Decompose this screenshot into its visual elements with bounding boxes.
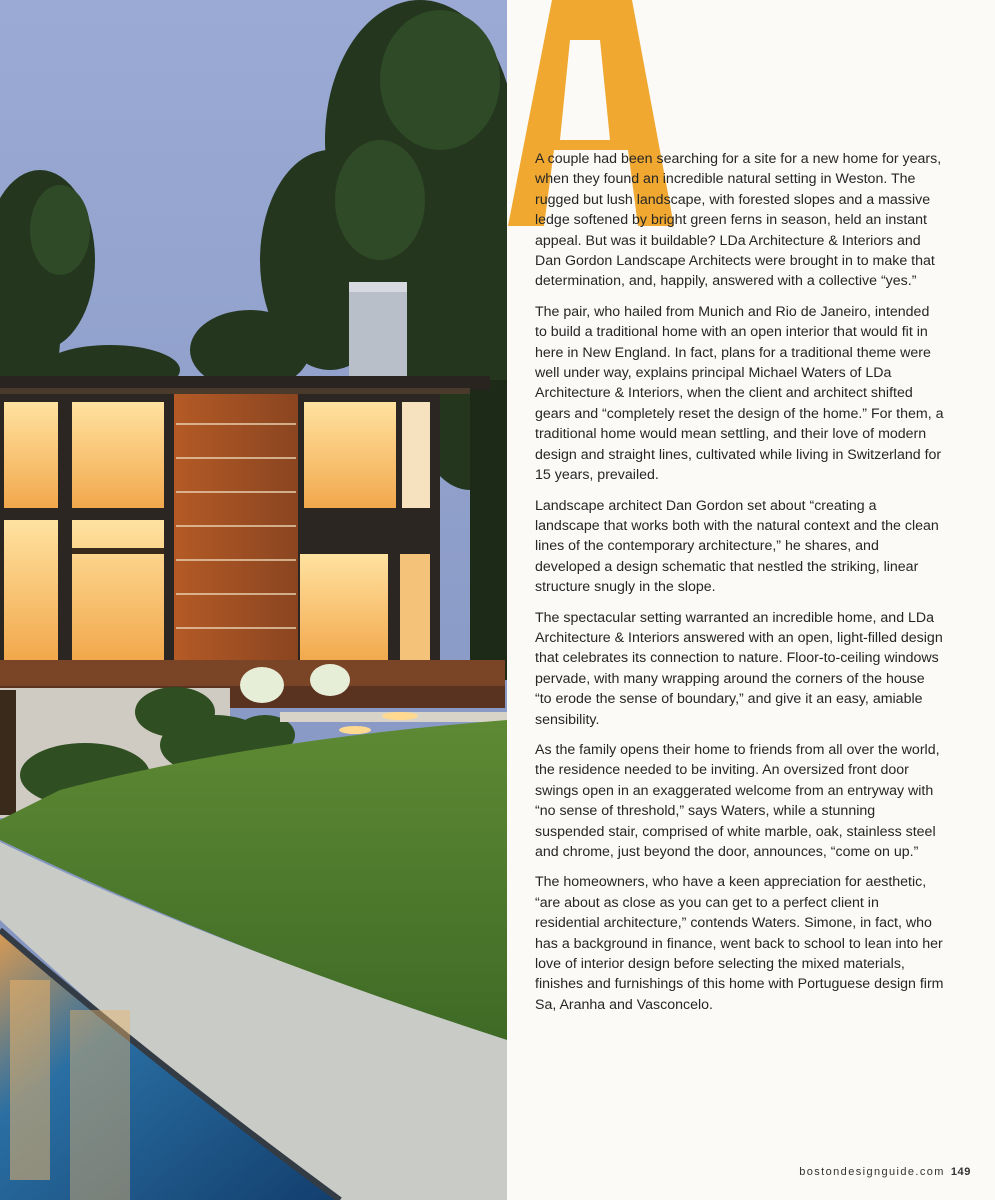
page-footer [799, 1166, 971, 1178]
article-paragraph-5: As the family opens their home to friends from all over the world, the residence needed to be inviting. An oversized front door swings open in an exaggerated welcome from an entryway with “no sense of threshold,” says Waters, while a stunning suspended stair, comprised of white marble, oak, stainless steel and chrome, just beyond the door, announces, “come on up.” [535, 741, 940, 860]
article-paragraph-3: Landscape architect Dan Gordon set about “creating a landscape that works both with the natural context and the clean lines of the contemporary architecture,” he shares, and developed a design schematic that nestled the striking, linear structure snugly in the slope. [535, 497, 939, 596]
article-body [535, 149, 945, 1025]
article-paragraph-4: The spectacular setting warranted an incredible home, and LDa Architecture & Interiors answered with an open, light-filled design that celebrates its connection to nature. Floor-to-ceiling windows pervade, with many wrapping around the corners of the house “to erode the sense of boundary,” and give it an easy, amiable sensibility. [535, 609, 943, 728]
website-url: bostondesignguide.com [799, 1166, 945, 1178]
article-paragraph-6: The homeowners, who have a keen appreciation for aesthetic, “are about as close as you can get to a perfect client in residential architecture,” contends Waters. Simone, in fact, who has a background in finance, went back to school to lean into her love of interior design before selecting the mixed materials, finishes and furnishings of this home with Portuguese design firm Sa, Aranha and Vasconcelo. [535, 874, 944, 1013]
page-number: 149 [950, 1166, 971, 1178]
article-paragraph-2: The pair, who hailed from Munich and Rio de Janeiro, intended to build a traditional home with an open interior that would fit in here in New England. In fact, plans for a traditional theme were well under way, explains principal Michael Waters of LDa Architecture & Interiors, when the client and architect shifted gears and “completely reset the design of the home.” For them, a traditional home would mean settling, and their love of modern design and straight lines, cultivated while living in Switzerland for 15 years, prevailed. [535, 303, 944, 484]
article-paragraph-1: A couple had been searching for a site for a new home for years, when they found an incredible natural setting in Weston. The rugged but lush landscape, with forested slopes and a massive ledge softened by bright green ferns in season, held an instant appeal. But was it buildable? LDa Architecture & Interiors and Dan Gordon Landscape Architects were brought in to make that determination, and, happily, answered with a collective “yes.” [535, 151, 942, 290]
